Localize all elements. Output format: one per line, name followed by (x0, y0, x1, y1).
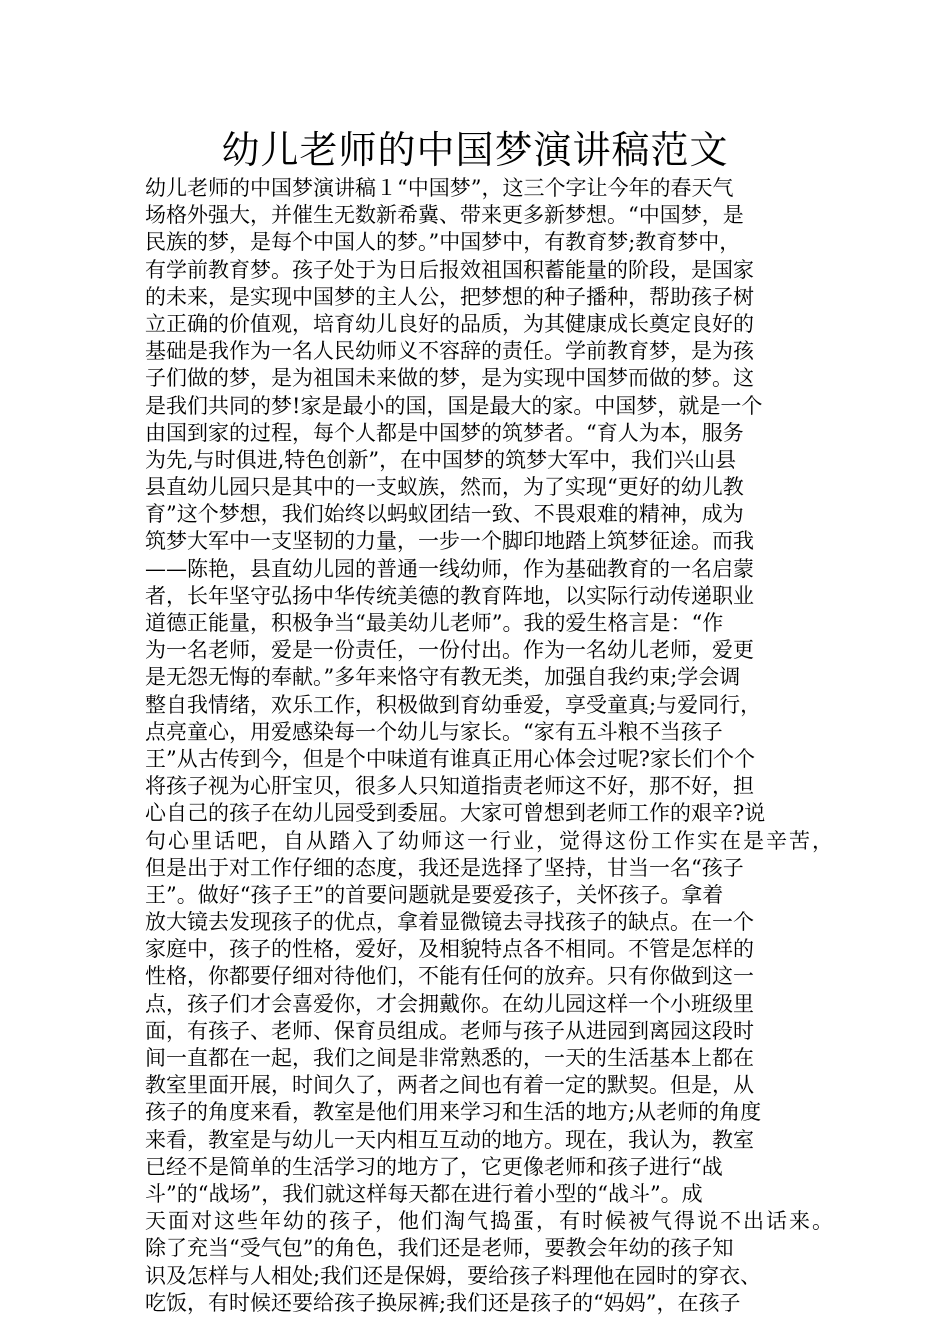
body-text-line: 家庭中，孩子的性格，爱好，及相貌特点各不相同。不管是怎样的 (145, 937, 754, 962)
body-text-line: 育”这个梦想，我们始终以蚂蚁团结一致、不畏艰难的精神，成为 (145, 502, 744, 527)
body-text-line: 点亮童心，用爱感染每一个幼儿与家长。“家有五斗粮不当孩子 (145, 719, 723, 744)
body-text-line: ——陈艳，县直幼儿园的普通一线幼师，作为基础教育的一名启蒙 (145, 556, 754, 581)
body-text-line: 识及怎样与人相处;我们还是保姆，要给孩子料理他在园时的穿衣、 (145, 1263, 762, 1288)
body-text-line: 整自我情绪，欢乐工作，积极做到育幼垂爱，享受童真;与爱同行， (145, 692, 762, 717)
body-text-line: 除了充当“受气包”的角色，我们还是老师，要教会年幼的孩子知 (145, 1236, 734, 1261)
body-text-line: 的未来，是实现中国梦的主人公，把梦想的种子播种，帮助孩子树 (145, 284, 754, 309)
body-text-line: 点，孩子们才会喜爱你，才会拥戴你。在幼儿园这样一个小班级里 (145, 991, 754, 1016)
body-text-line: 孩子的角度来看，教室是他们用来学习和生活的地方;从老师的角度 (145, 1100, 762, 1125)
body-text-line: 是无怨无悔的奉献。”多年来恪守有教无类，加强自我约束;学会调 (145, 665, 741, 690)
body-text-line: 者，长年坚守弘扬中华传统美德的教育阵地，以实际行动传递职业 (145, 583, 754, 608)
body-text-line: 已经不是简单的生活学习的地方了，它更像老师和孩子进行“战 (145, 1154, 723, 1179)
body-text-line: 面，有孩子、老师、保育员组成。老师与孩子从进园到离园这段时 (145, 1018, 754, 1043)
body-text-line: 由国到家的过程，每个人都是中国梦的筑梦者。“育人为本，服务 (145, 420, 744, 445)
body-text-line: 天面对这些年幼的孩子，他们淘气捣蛋，有时候被气得说不出话来。 (145, 1209, 835, 1234)
body-text-line: 教室里面开展，时间久了，两者之间也有着一定的默契。但是，从 (145, 1073, 754, 1098)
body-text-line: 县直幼儿园只是其中的一支蚁族，然而，为了实现“更好的幼儿教 (145, 475, 744, 500)
body-text-line: 放大镜去发现孩子的优点，拿着显微镜去寻找孩子的缺点。在一个 (145, 910, 754, 935)
body-text-line: 民族的梦，是每个中国人的梦。”中国梦中，有教育梦;教育梦中， (145, 230, 741, 255)
body-text-line: 场格外强大，并催生无数新希冀、带来更多新梦想。“中国梦，是 (145, 203, 744, 228)
body-text-line: 基础是我作为一名人民幼师义不容辞的责任。学前教育梦，是为孩 (145, 339, 754, 364)
body-text-line: 幼儿老师的中国梦演讲稿１“中国梦”，这三个字让今年的春天气 (145, 176, 734, 200)
body-text-line: 为一名老师，爱是一份责任，一份付出。作为一名幼儿老师，爱更 (145, 638, 754, 663)
body-text-line: 道德正能量，积极争当“最美幼儿老师”。我的爱生格言是：“作 (145, 611, 724, 635)
body-text-line: 吃饭，有时候还要给孩子换尿裤;我们还是孩子的“妈妈”，在孩子 (145, 1290, 741, 1315)
body-text-line: 句心里话吧，自从踏入了幼师这一行业，觉得这份工作实在是辛苦， (145, 828, 835, 853)
body-text-line: 是我们共同的梦!家是最小的国，国是最大的家。中国梦，就是一个 (145, 393, 763, 418)
body-text-line: 立正确的价值观，培育幼儿良好的品质，为其健康成长奠定良好的 (145, 311, 754, 336)
body-text-line: 为先,与时俱进,特色创新”，在中国梦的筑梦大军中，我们兴山县 (145, 447, 737, 472)
body-text-line: 子们做的梦，是为祖国未来做的梦，是为实现中国梦而做的梦。这 (145, 366, 754, 391)
body-text-line: 王”从古传到今，但是个中味道有谁真正用心体会过呢?家长们个个 (145, 746, 755, 771)
body-text-line: 但是出于对工作仔细的态度，我还是选择了坚持，甘当一名“孩子 (145, 855, 744, 880)
body-text-line: 斗”的“战场”，我们就这样每天都在进行着小型的“战斗”。成 (145, 1181, 703, 1206)
body-text-line: 来看，教室是与幼儿一天内相互互动的地方。现在，我认为，教室 (145, 1127, 754, 1152)
body-text-line: 心自己的孩子在幼儿园受到委屈。大家可曾想到老师工作的艰辛?说 (145, 801, 766, 826)
document-title: 幼儿老师的中国梦演讲稿范文 (221, 128, 729, 172)
body-text-line: 王”。做好“孩子王”的首要问题就是要爱孩子，关怀孩子。拿着 (145, 882, 724, 907)
body-text-line: 将孩子视为心肝宝贝，很多人只知道指责老师这不好，那不好，担 (145, 774, 754, 799)
body-text-line: 有学前教育梦。孩子处于为日后报效祖国积蓄能量的阶段，是国家 (145, 257, 754, 282)
document-body (145, 175, 835, 1317)
body-text-line: 筑梦大军中一支坚韧的力量，一步一个脚印地踏上筑梦征途。而我 (145, 529, 754, 554)
body-text-line: 性格，你都要仔细对待他们，不能有任何的放弃。只有你做到这一 (145, 964, 754, 989)
body-text-line: 间一直都在一起，我们之间是非常熟悉的，一天的生活基本上都在 (145, 1046, 754, 1070)
